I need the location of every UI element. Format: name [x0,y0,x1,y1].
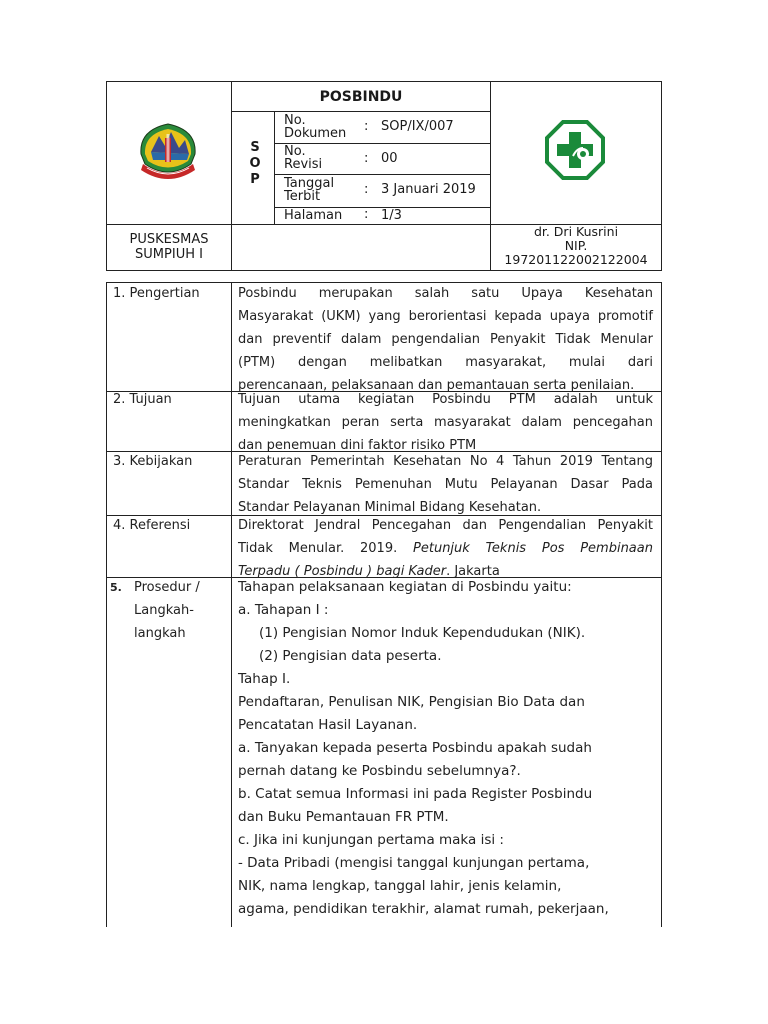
header-divider [274,143,491,144]
section-text-prosedur: Tahapan pelaksanaan kegiatan di Posbindu yaitu: a. Tahapan I : (1) Pengisian Nomor Induk Kependudukan (NIK). (2) Pengisian data peserta. Tahap I. Pendaftaran, Penulisan NIK, Pengisian Bio Data dan Pencatatan Hasil Layanan. a. Tanyakan kepada peserta Posbindu apakah sudah pernah datang ke Posbindu sebelumnya?. b. Catat semua Informasi ini pada Register Posbindu dan Buku Pemantauan FR PTM. c. Jika ini kunjungan pertama maka isi : - Data Pribadi (mengisi tanggal kunjungan pertama, NIK, nama lengkap, tanggal lahir, jenis kelamin, agama, pendidikan terakhir, alamat rumah, pekerjaan, [238,579,609,917]
section-text-tujuan: Tujuan utama kegiatan Posbindu PTM adalah untuk meningkatkan peran serta masyarakat dalam pencegahan dan penemuan dini faktor risiko PTM [238,392,653,453]
header-divider [231,111,491,112]
issue-date-value: 3 Januari 2019 [381,182,476,197]
health-cross-logo-icon [543,118,607,182]
signatory-nip-label: NIP. [564,238,588,253]
colon: : [364,119,369,134]
sop-label: S O P [249,140,261,187]
colon: : [364,151,369,166]
document-title: POSBINDU [319,88,403,105]
section-text-kebijakan: Peraturan Pemerintah Kesehatan No 4 Tahun 2019 Tentang Standar Teknis Pemenuhan Mutu Pelayanan Dasar Pada Standar Pelayanan Minimal Bidang Kesehatan. [238,454,653,515]
section-label-pengertian: 1. Pengertian [113,286,200,301]
revision-label: No. Revisi [284,144,323,172]
colon: : [364,182,369,197]
regional-emblem-icon [133,118,203,188]
page-value: 1/3 [381,208,402,223]
section-label-prosedur: 5. Prosedur / Langkah- langkah [110,580,200,641]
colon: : [364,207,369,222]
table-column-divider [231,282,232,927]
signatory-block [491,225,661,267]
signatory-nip: 197201122002122004 [504,252,648,267]
page-label: Halaman [284,208,343,223]
doc-number-label: No. Dokumen [284,113,347,141]
doc-number-value: SOP/IX/007 [381,119,454,134]
signatory-name: dr. Dri Kusrini [533,224,619,239]
header-divider [274,174,491,175]
section-text-pengertian: Posbindu merupakan salah satu Upaya Kesehatan Masyarakat (UKM) yang berorientasi kepada upaya promotif dan preventif dalam pengendalian Penyakit Tidak Menular (PTM) dengan melibatkan masyarakat, mulai dari perencanaan, pelaksanaan dan pemantauan serta penilaian. [238,286,653,393]
section-label-tujuan: 2. Tujuan [113,392,172,407]
issue-date-label: Tanggal Terbit [284,176,335,204]
section-label-referensi: 4. Referensi [113,518,191,533]
section-text-referensi: Direktorat Jendral Pencegahan dan Pengendalian Penyakit Tidak Menular. 2019. Petunjuk Teknis Pos Pembinaan Terpadu ( Posbindu ) bagi Kader. Jakarta [238,518,653,579]
revision-value: 00 [381,151,398,166]
organization-name: PUSKESMAS SUMPIUH I [129,232,209,262]
section-label-kebijakan: 3. Kebijakan [113,454,193,469]
